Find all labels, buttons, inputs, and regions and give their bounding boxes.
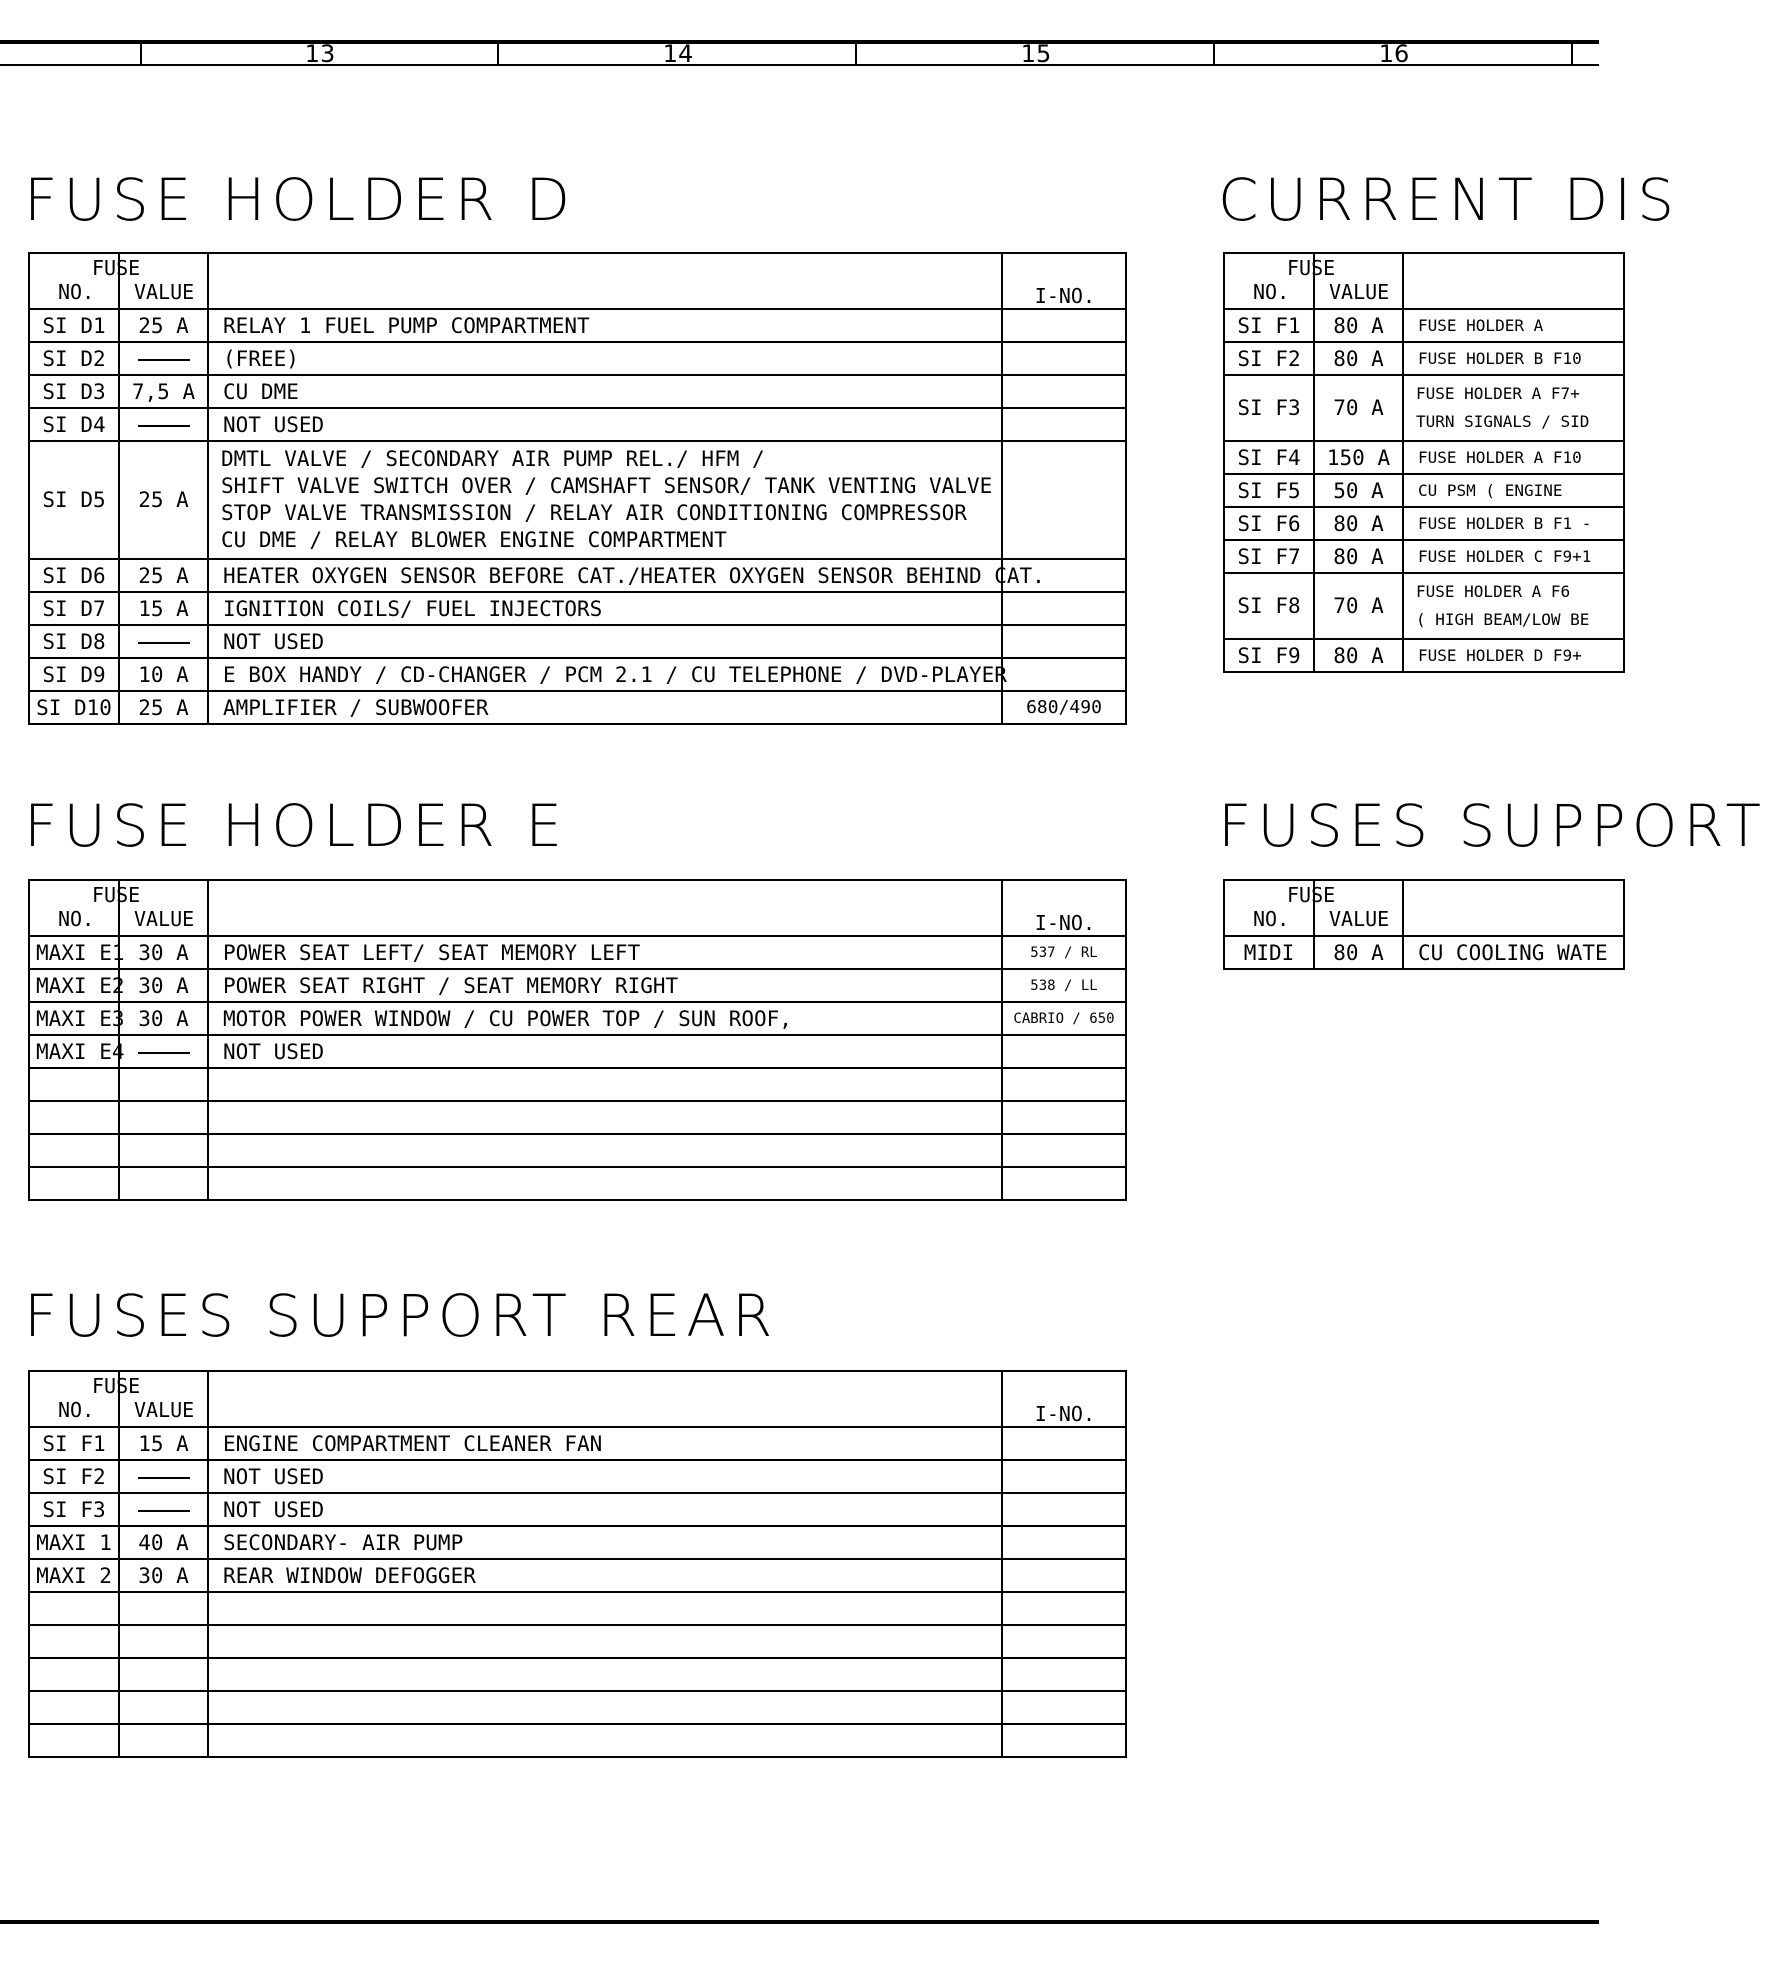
table-row [1224,441,1624,474]
fuse-value-cell: 70 A [1314,573,1403,639]
fuse-description-cell [1403,573,1624,639]
i-number-cell [1002,441,1126,559]
empty-cell [29,1691,119,1724]
ruler-number: 16 [1378,40,1410,68]
fuse-number-cell: SI F9 [1224,639,1314,672]
fuse-value-cell: 30 A [119,1559,208,1592]
header-no: NO. [1253,280,1290,304]
bottom-border-line [0,1920,1599,1924]
fuse-number-cell: SI F6 [1224,507,1314,540]
empty-cell [208,1724,1002,1757]
fuse-value-cell: 25 A [119,309,208,342]
fuses-support-front-table [1223,879,1625,970]
empty-cell [208,1101,1002,1134]
fuse-value-cell: 80 A [1314,639,1403,672]
empty-table-row [29,1167,1126,1200]
table-row [29,1526,1126,1559]
table-row [29,559,1126,592]
fuse-value-cell: 10 A [119,658,208,691]
header-value: VALUE [134,1398,195,1422]
fuse-description-cell: NOT USED [208,1460,1002,1493]
empty-cell [208,1068,1002,1101]
fuse-value-cell [119,1493,208,1526]
fuse-value-cell: 150 A [1314,441,1403,474]
column-ruler [0,40,1599,66]
fuses-support-front-title: FUSES SUPPORT [1218,792,1767,860]
ruler-tick [855,44,857,66]
empty-cell [208,1592,1002,1625]
current-distribution-table [1223,252,1625,673]
empty-cell [29,1101,119,1134]
empty-table-row [29,1592,1126,1625]
fuse-number-cell: SI F3 [29,1493,119,1526]
i-number-cell [1002,342,1126,375]
table-header [29,1371,1126,1427]
fuse-number-cell: SI F2 [29,1460,119,1493]
description-line: SHIFT VALVE SWITCH OVER / CAMSHAFT SENSOR/ TANK VENTING VALVE [221,474,993,498]
table-row [29,1493,1126,1526]
current-distribution-title: CURRENT DIS [1218,166,1681,234]
empty-cell [1002,1658,1126,1691]
table-row [1224,540,1624,573]
ruler-tick [1571,44,1573,66]
fuse-value-cell: 25 A [119,691,208,724]
fuse-description-cell: FUSE HOLDER D F9+ [1403,639,1624,672]
table-row [1224,507,1624,540]
table-row [1224,474,1624,507]
fuse-number-cell: SI D8 [29,625,119,658]
fuse-description-cell: AMPLIFIER / SUBWOOFER [208,691,1002,724]
empty-table-row [29,1691,1126,1724]
empty-cell [1002,1592,1126,1625]
header-value: VALUE [1329,907,1390,931]
fuse-value-cell: 25 A [119,441,208,559]
empty-cell [1002,1691,1126,1724]
i-number-cell [1002,1460,1126,1493]
fuse-value-cell: 80 A [1314,936,1403,969]
empty-cell [119,1724,208,1757]
fuse-description-cell: FUSE HOLDER A [1403,309,1624,342]
fuse-number-cell: SI F2 [1224,342,1314,375]
header-no: NO. [1253,907,1290,931]
fuse-number-cell: MIDI [1224,936,1314,969]
empty-cell [29,1167,119,1200]
table-row [1224,639,1624,672]
fuse-number-cell: MAXI E1 [29,936,119,969]
table-row [29,658,1126,691]
table-row [29,1035,1126,1068]
table-row [29,936,1126,969]
fuse-number-cell: SI D1 [29,309,119,342]
fuse-description-cell: FUSE HOLDER B F10 [1403,342,1624,375]
header-value: VALUE [1329,280,1390,304]
header-fuse: FUSE [92,256,141,280]
fuse-number-cell: SI F5 [1224,474,1314,507]
empty-value-dash [138,642,190,644]
ruler-tick [140,44,142,66]
empty-cell [29,1134,119,1167]
fuse-holder-e-table [28,879,1127,1201]
table-row [29,441,1126,559]
empty-cell [29,1592,119,1625]
fuse-number-cell: MAXI 1 [29,1526,119,1559]
table-row [29,969,1126,1002]
fuse-number-cell: SI D10 [29,691,119,724]
fuse-number-cell: SI D6 [29,559,119,592]
ruler-number: 14 [662,40,694,68]
empty-cell [119,1691,208,1724]
table-row [1224,309,1624,342]
header-no: NO. [58,280,95,304]
fuse-value-cell: 15 A [119,592,208,625]
i-number-cell [1002,1427,1126,1460]
empty-cell [29,1625,119,1658]
fuse-value-cell: 25 A [119,559,208,592]
empty-cell [208,1691,1002,1724]
description-line: FUSE HOLDER A F6 [1416,582,1571,601]
empty-value-dash [138,359,190,361]
description-line: FUSE HOLDER A F7+ [1416,384,1580,403]
i-number-cell: 680/490 [1002,691,1126,724]
description-line: TURN SIGNALS / SID [1416,412,1590,431]
fuse-description-cell: REAR WINDOW DEFOGGER [208,1559,1002,1592]
empty-value-dash [138,1477,190,1479]
fuse-description-cell: CU COOLING WATE [1403,936,1624,969]
description-line: STOP VALVE TRANSMISSION / RELAY AIR CONDITIONING COMPRESSOR [221,501,967,525]
empty-cell [119,1134,208,1167]
fuse-description-cell: HEATER OXYGEN SENSOR BEFORE CAT./HEATER OXYGEN SENSOR BEHIND CAT. [208,559,1002,592]
fuse-number-cell: MAXI E3 [29,1002,119,1035]
fuse-description-cell: IGNITION COILS/ FUEL INJECTORS [208,592,1002,625]
table-row [29,592,1126,625]
fuse-value-cell [119,1035,208,1068]
ruler-tick [1213,44,1215,66]
i-number-cell [1002,1526,1126,1559]
table-row [1224,375,1624,441]
fuse-value-cell: 30 A [119,936,208,969]
empty-cell [29,1068,119,1101]
fuse-value-cell: 30 A [119,1002,208,1035]
header-ino: I-NO. [1034,284,1095,308]
fuse-value-cell: 7,5 A [119,375,208,408]
fuse-description-cell [1403,375,1624,441]
header-fuse: FUSE [92,1374,141,1398]
empty-cell [1002,1134,1126,1167]
fuse-description-cell: E BOX HANDY / CD-CHANGER / PCM 2.1 / CU TELEPHONE / DVD-PLAYER [208,658,1002,691]
fuse-description-cell: SECONDARY- AIR PUMP [208,1526,1002,1559]
fuse-description-cell: NOT USED [208,1493,1002,1526]
header-no: NO. [58,907,95,931]
fuse-number-cell: SI D2 [29,342,119,375]
i-number-cell [1002,625,1126,658]
i-number-cell [1002,309,1126,342]
empty-table-row [29,1101,1126,1134]
fuse-number-cell: SI F4 [1224,441,1314,474]
fuse-holder-d-title: FUSE HOLDER D [24,166,576,234]
fuse-holder-e-title: FUSE HOLDER E [24,792,568,860]
empty-cell [1002,1167,1126,1200]
fuse-number-cell: SI F8 [1224,573,1314,639]
i-number-cell: CABRIO / 650 [1002,1002,1126,1035]
fuse-number-cell: SI D4 [29,408,119,441]
table-header [1224,880,1624,936]
table-row [29,408,1126,441]
table-header [29,253,1126,309]
i-number-cell [1002,592,1126,625]
empty-table-row [29,1134,1126,1167]
table-row [29,1427,1126,1460]
fuse-number-cell: SI D3 [29,375,119,408]
empty-cell [208,1658,1002,1691]
fuse-description-cell: ENGINE COMPARTMENT CLEANER FAN [208,1427,1002,1460]
table-row [29,1460,1126,1493]
fuse-description-cell: CU DME [208,375,1002,408]
header-fuse: FUSE [1287,256,1336,280]
fuse-description-cell: NOT USED [208,1035,1002,1068]
fuse-value-cell: 50 A [1314,474,1403,507]
fuse-value-cell [119,625,208,658]
empty-cell [1002,1068,1126,1101]
empty-cell [119,1068,208,1101]
table-row [1224,936,1624,969]
ruler-number: 13 [304,40,336,68]
empty-cell [208,1167,1002,1200]
description-line: ( HIGH BEAM/LOW BE [1416,610,1590,629]
empty-cell [1002,1625,1126,1658]
i-number-cell [1002,375,1126,408]
table-row [29,625,1126,658]
table-header [1224,253,1624,309]
fuse-value-cell: 40 A [119,1526,208,1559]
empty-table-row [29,1724,1126,1757]
table-row [29,375,1126,408]
fuse-value-cell: 15 A [119,1427,208,1460]
i-number-cell [1002,1493,1126,1526]
ruler-number: 15 [1020,40,1052,68]
empty-table-row [29,1625,1126,1658]
description-line: CU DME / RELAY BLOWER ENGINE COMPARTMENT [221,528,727,552]
empty-cell [119,1625,208,1658]
fuse-value-cell: 80 A [1314,540,1403,573]
fuse-description-cell: POWER SEAT RIGHT / SEAT MEMORY RIGHT [208,969,1002,1002]
i-number-cell [1002,658,1126,691]
fuse-value-cell: 80 A [1314,342,1403,375]
empty-value-dash [138,425,190,427]
empty-cell [119,1101,208,1134]
i-number-cell [1002,408,1126,441]
table-row [29,309,1126,342]
empty-table-row [29,1658,1126,1691]
fuse-description-cell: NOT USED [208,408,1002,441]
table-row [29,1002,1126,1035]
empty-cell [119,1592,208,1625]
empty-cell [1002,1724,1126,1757]
fuse-description-cell [208,441,1002,559]
fuse-number-cell: SI D5 [29,441,119,559]
fuse-number-cell: SI D9 [29,658,119,691]
description-line: DMTL VALVE / SECONDARY AIR PUMP REL./ HFM / [221,447,765,471]
table-row [29,1559,1126,1592]
empty-cell [29,1724,119,1757]
i-number-cell: 538 / LL [1002,969,1126,1002]
fuse-holder-d-table [28,252,1127,725]
fuse-number-cell: SI D7 [29,592,119,625]
fuse-number-cell: SI F1 [1224,309,1314,342]
fuse-number-cell: SI F7 [1224,540,1314,573]
empty-value-dash [138,1510,190,1512]
header-no: NO. [58,1398,95,1422]
fuse-number-cell: SI F3 [1224,375,1314,441]
fuse-number-cell: MAXI 2 [29,1559,119,1592]
fuse-number-cell: MAXI E4 [29,1035,119,1068]
fuse-number-cell: MAXI E2 [29,969,119,1002]
fuse-description-cell: RELAY 1 FUEL PUMP COMPARTMENT [208,309,1002,342]
fuse-value-cell: 80 A [1314,309,1403,342]
empty-cell [119,1658,208,1691]
fuse-description-cell: POWER SEAT LEFT/ SEAT MEMORY LEFT [208,936,1002,969]
fuse-description-cell: NOT USED [208,625,1002,658]
fuse-value-cell [119,342,208,375]
i-number-cell: 537 / RL [1002,936,1126,969]
fuse-number-cell: SI F1 [29,1427,119,1460]
fuse-value-cell [119,1460,208,1493]
fuse-value-cell: 70 A [1314,375,1403,441]
header-value: VALUE [134,907,195,931]
table-row [29,691,1126,724]
header-ino: I-NO. [1034,1402,1095,1426]
ruler-tick [497,44,499,66]
fuse-value-cell: 80 A [1314,507,1403,540]
header-ino: I-NO. [1034,911,1095,935]
table-row [29,342,1126,375]
fuses-support-rear-title: FUSES SUPPORT REAR [24,1282,779,1350]
empty-cell [29,1658,119,1691]
empty-cell [1002,1101,1126,1134]
fuse-description-cell: FUSE HOLDER C F9+1 [1403,540,1624,573]
i-number-cell [1002,1559,1126,1592]
table-header [29,880,1126,936]
fuses-support-rear-table [28,1370,1127,1758]
fuse-description-cell: MOTOR POWER WINDOW / CU POWER TOP / SUN ROOF, [208,1002,1002,1035]
empty-table-row [29,1068,1126,1101]
fuse-description-cell: FUSE HOLDER A F10 [1403,441,1624,474]
fuse-description-cell: (FREE) [208,342,1002,375]
empty-cell [208,1134,1002,1167]
header-value: VALUE [134,280,195,304]
empty-value-dash [138,1052,190,1054]
empty-cell [119,1167,208,1200]
table-row [1224,342,1624,375]
i-number-cell [1002,1035,1126,1068]
fuse-description-cell: FUSE HOLDER B F1 - [1403,507,1624,540]
header-fuse: FUSE [1287,883,1336,907]
table-row [1224,573,1624,639]
header-fuse: FUSE [92,883,141,907]
fuse-value-cell: 30 A [119,969,208,1002]
fuse-description-cell: CU PSM ( ENGINE [1403,474,1624,507]
empty-cell [208,1625,1002,1658]
fuse-value-cell [119,408,208,441]
